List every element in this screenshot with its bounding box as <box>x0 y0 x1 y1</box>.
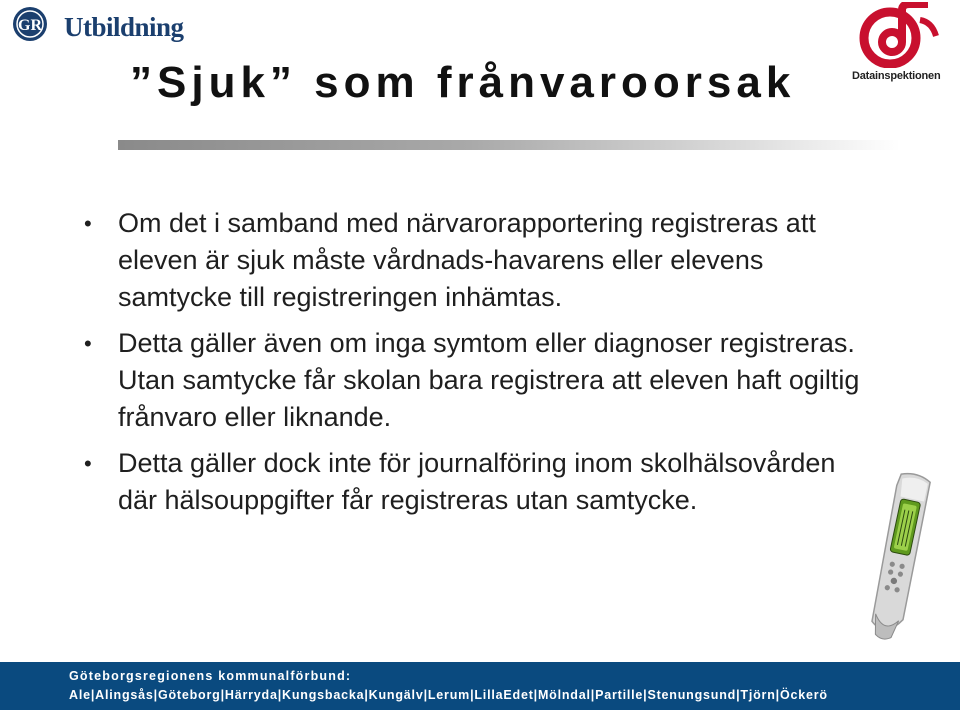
gr-logo-initials: GR <box>18 17 42 34</box>
bullet-text: Om det i samband med närvarorapportering registreras att eleven är sjuk måste vårdnads-havarens eller elevens samtycke till registreringen inhämtas. <box>118 208 816 312</box>
bullet-icon: • <box>84 331 92 356</box>
datainspektionen-text: Datainspektionen <box>852 70 941 82</box>
bullet-text: Detta gäller även om inga symtom eller diagnoser registreras. Utan samtycke får skolan bara registrera att eleven haft ogiltig frånvaro eller liknande. <box>118 328 860 432</box>
bullet-icon: • <box>84 211 92 236</box>
footer <box>0 662 960 710</box>
datainspektionen-logo <box>838 0 960 96</box>
gr-utbildning-logo <box>10 4 200 44</box>
list-item <box>0 205 860 316</box>
page-title: ”Sjuk” som frånvaroorsak <box>130 58 796 107</box>
datainspektionen-emblem-icon <box>850 2 950 68</box>
scanner-pen-illustration <box>842 466 942 646</box>
list-item <box>0 325 860 436</box>
bullet-list <box>0 205 860 519</box>
bullet-icon: • <box>84 451 92 476</box>
gr-logo-text: Utbildning <box>64 12 184 42</box>
list-item <box>0 445 860 519</box>
footer-organization: Göteborgsregionens kommunalförbund: <box>69 669 352 683</box>
footer-municipalities: Ale|Alingsås|Göteborg|Härryda|Kungsbacka|Kungälv|Lerum|LillaEdet|Mölndal|Partille|Stenungsund|Tjörn|Öckerö <box>69 688 828 702</box>
bullet-text: Detta gäller dock inte för journalföring inom skolhälsovården där hälsouppgifter får registreras utan samtycke. <box>118 448 836 515</box>
gr-logo-icon <box>10 4 50 44</box>
title-divider <box>118 140 900 150</box>
